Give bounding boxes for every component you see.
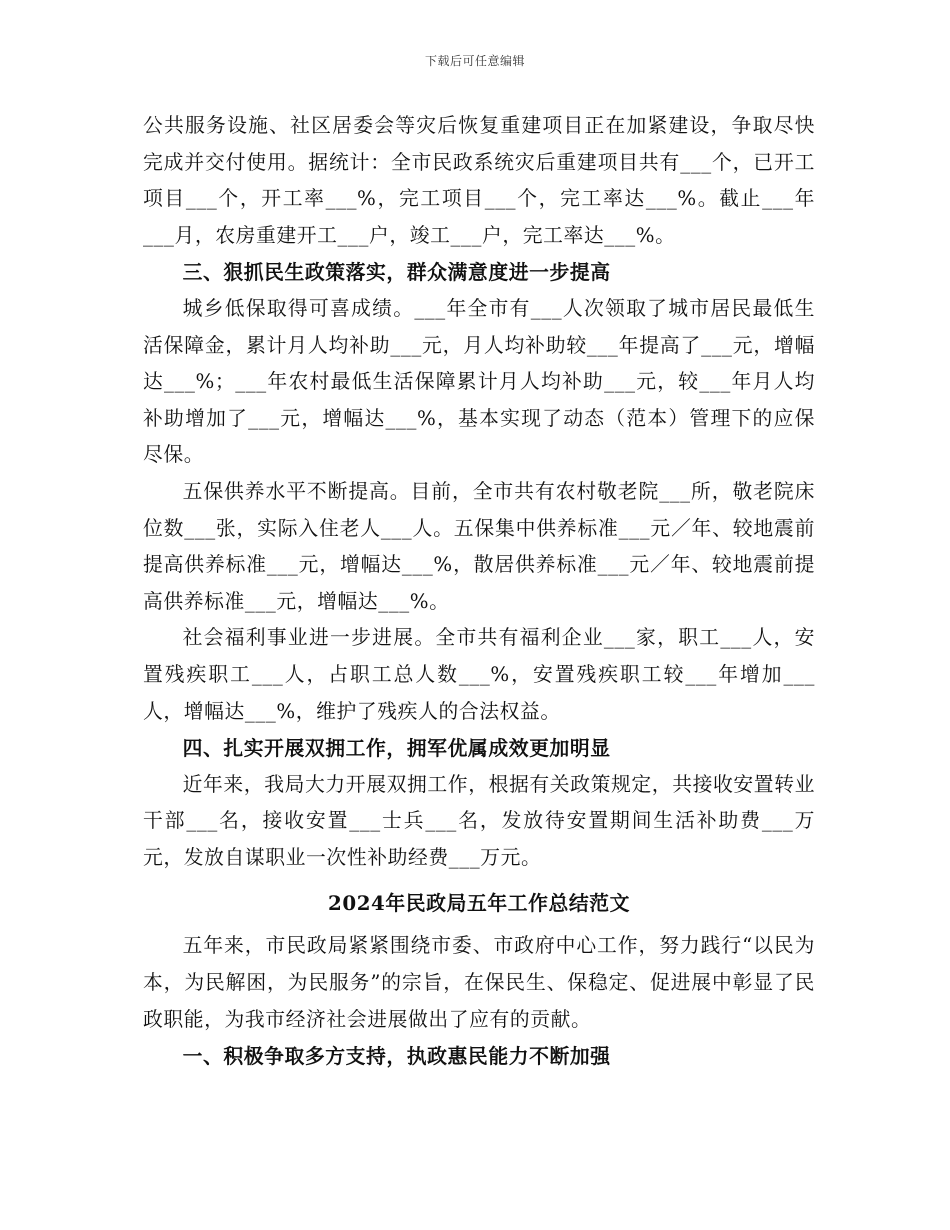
paragraph-social-welfare: 社会福利事业进一步进展。全市共有福利企业___家，职工___人，安置残疾职工___人，占职工总人数___%，安置残疾职工较___年增加___人，增幅达___%，维护了残疾人的合法权益。 (143, 626, 815, 723)
paragraph-reconstruction-progress: 公共服务设施、社区居委会等灾后恢复重建项目正在加紧建设，争取尽快完成并交付使用。据统计：全市民政系统灾后重建项目共有___个，已开工项目___个，开工率___%，完工项目___个，完工率达___%。截止___年___月，农房重建开工___户，竣工___户，完工率达___%。 (143, 114, 815, 247)
document-title: 2024年民政局五年工作总结范文 (327, 891, 631, 916)
section-heading-4: 四、扎实开展双拥工作，拥军优属成效更加明显 (182, 736, 611, 761)
document-body (143, 108, 815, 1075)
paragraph-minimum-living: 城乡低保取得可喜成绩。___年全市有___人次领取了城市居民最低生活保障金，累计月人均补助___元，月人均补助较___年提高了___元，增幅达___%；___年农村最低生活保障累计月人均补助___元，较___年月人均补助增加了___元，增幅达___%，基本实现了动态（范本）管理下的应保尽保。 (143, 296, 815, 467)
section-heading-1: 一、积极争取多方支持，执政惠民能力不断加强 (182, 1044, 611, 1069)
paragraph-five-year-intro: 五年来，市民政局紧紧围绕市委、市政府中心工作，努力践行“以民为本，为民解困，为民服务”的宗旨，在保民生、保稳定、促进展中彰显了民政职能，为我市经济社会进展做出了应有的贡献。 (143, 934, 815, 1031)
page-header: 下载后可任意编辑 (424, 54, 525, 68)
section-heading-3: 三、狠抓民生政策落实，群众满意度进一步提高 (182, 260, 611, 285)
paragraph-five-guarantees: 五保供养水平不断提高。目前，全市共有农村敬老院___所，敬老院床位数___张，实际入住老人___人。五保集中供养标准___元／年、较地震前提高供养标准___元，增幅达___%，散居供养标准___元／年、较地震前提高供养标准___元，增幅达___%。 (143, 479, 815, 613)
paragraph-double-support: 近年来，我局大力开展双拥工作，根据有关政策规定，共接收安置转业干部___名，接收安置___士兵___名，发放待安置期间生活补助费___万元，发放自谋职业一次性补助经费___万元。 (143, 772, 815, 869)
